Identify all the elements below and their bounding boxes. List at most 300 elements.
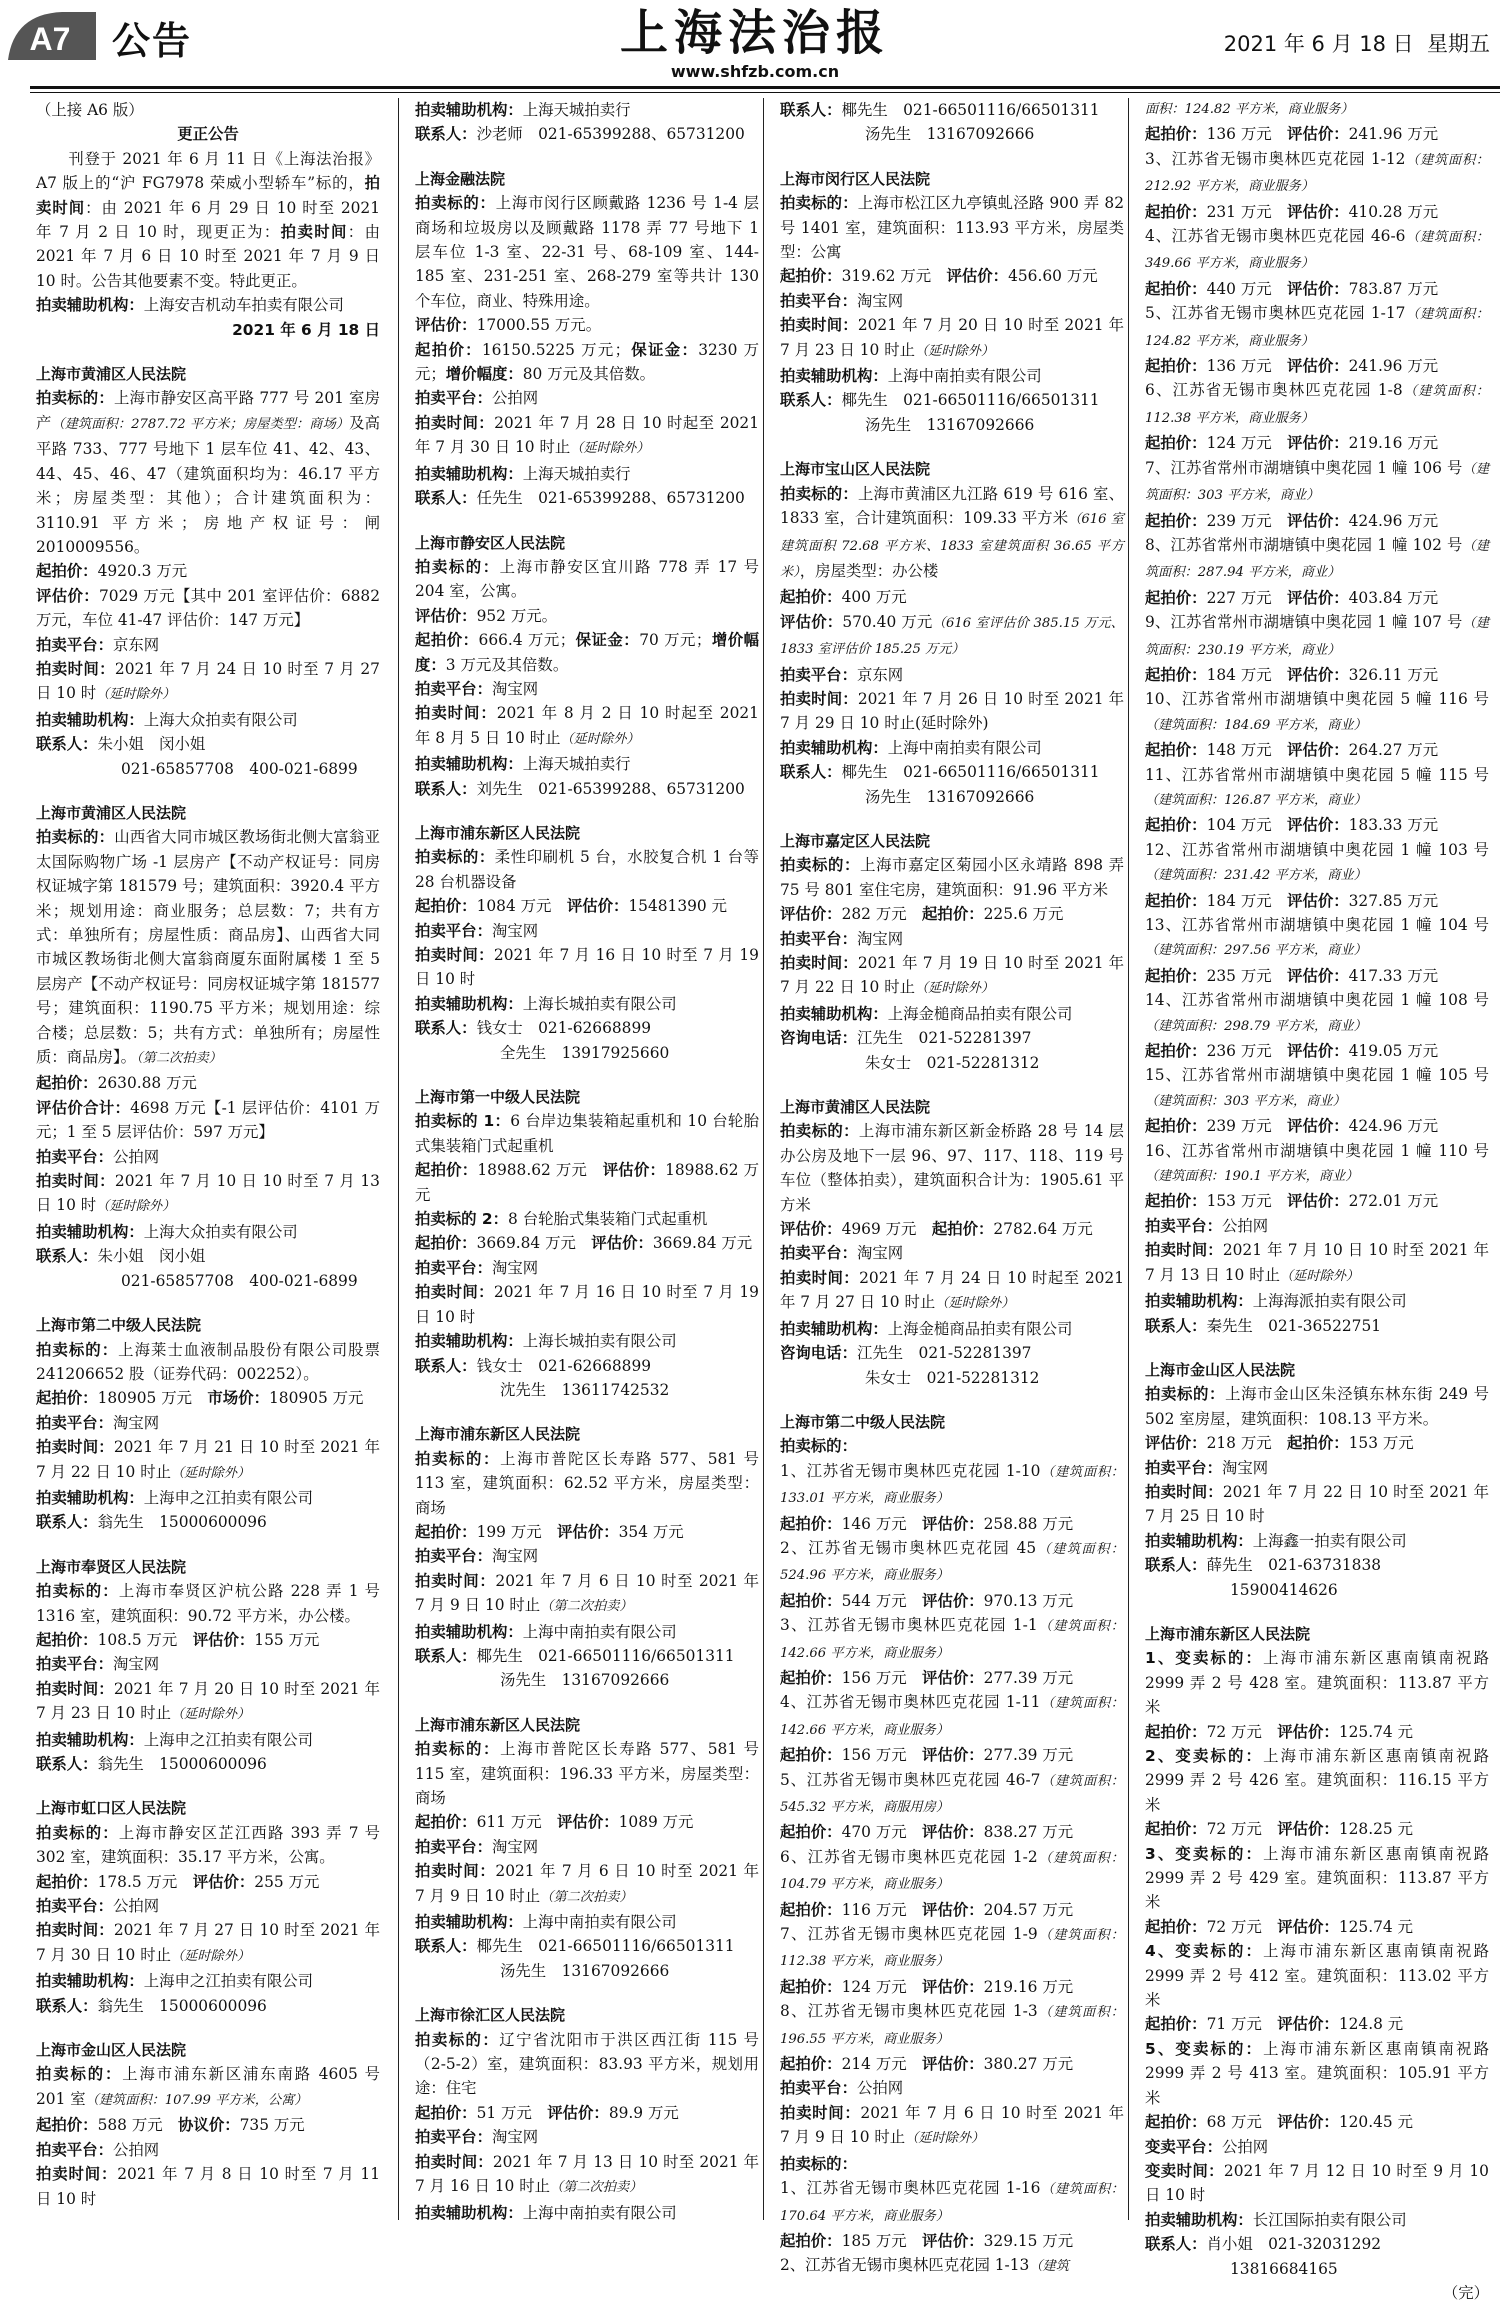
field-label: 拍卖平台：	[36, 1897, 113, 1916]
lot-item	[780, 1768, 1124, 1845]
field-value: 156 万元	[841, 1668, 907, 1687]
field-label: 拍卖标的：	[415, 848, 495, 867]
field-label: 起拍价：	[415, 631, 479, 650]
field-note: （建筑面积：142.66 平方米，商业服务）	[780, 1696, 1124, 1738]
auction-agent	[415, 1910, 759, 1934]
auction-time	[36, 1435, 380, 1486]
field-value: 上海市浦东新区惠南镇南祝路 2999 弄 2 号 426 室。建筑面积：116.15 平方米	[1145, 1747, 1489, 1814]
auction-agent	[36, 708, 380, 732]
field-value: 公拍网	[112, 1897, 160, 1916]
field-value: 公拍网	[856, 2079, 904, 2098]
field-label: 拍卖标的：	[780, 484, 858, 503]
field-label: 联系人：	[415, 1646, 477, 1665]
start-price	[1145, 964, 1489, 988]
field-label: 拍卖时间：	[780, 689, 858, 708]
contact	[780, 98, 1124, 122]
notice-block	[36, 1796, 380, 2018]
field-note: （第二次拍卖）	[549, 2180, 643, 2196]
field-label: 评估价：	[922, 1514, 984, 1533]
notice-block	[780, 98, 1124, 147]
auction-time	[415, 1280, 759, 1329]
field-label: 拍卖辅助机构：	[415, 755, 523, 774]
contact-2	[1145, 2257, 1489, 2281]
auction-agent	[780, 1317, 1124, 1341]
field-label: 评估价：	[1287, 588, 1349, 607]
field-label: 拍卖平台：	[36, 2140, 113, 2159]
field-label: 起拍价：	[931, 1220, 994, 1239]
field-label: 拍卖平台：	[36, 1147, 113, 1166]
field-label: 评估价：	[602, 1161, 666, 1180]
notice-block	[1145, 1358, 1489, 1602]
field-value: 3、江苏省无锡市奥林匹克花园 1-1	[780, 1616, 1038, 1635]
field-value: 上海市奉贤区沪杭公路 228 弄 1 号 1316 室，建筑面积：90.72 平方米，办公楼。	[36, 1582, 380, 1625]
field-label: 评估价：	[1287, 816, 1349, 835]
sale-lot-list	[1145, 1646, 1489, 2134]
contact-2	[415, 1041, 759, 1065]
field-value: 116 万元	[841, 1900, 907, 1919]
auction-platform	[780, 2076, 1124, 2100]
lot-name	[1145, 1063, 1489, 1114]
lot-item	[780, 1999, 1124, 2076]
contact-2	[780, 413, 1124, 437]
field-value: 5、江苏省无锡市奥林匹克花园 1-17	[1145, 304, 1406, 323]
eval-price	[780, 1217, 1124, 1241]
contact	[36, 1994, 380, 2018]
auction-platform	[1145, 1214, 1489, 1238]
field-label: 拍卖平台：	[780, 929, 857, 948]
field-value: 219.16 万元	[1348, 434, 1439, 453]
field-label: 拍卖时间：	[415, 1862, 496, 1881]
field-label: 评估价：	[922, 1823, 984, 1842]
field-label: 拍卖平台：	[415, 1547, 492, 1566]
field-label: 拍卖时间：	[780, 2103, 861, 2122]
field-value: 8、江苏省常州市湖塘镇中奥花园 1 幢 102 号	[1145, 535, 1463, 554]
lot-list	[780, 2176, 1124, 2253]
field-note: （建筑面积：303 平方米，商业）	[1145, 461, 1490, 504]
field-value: 71 万元	[1206, 2015, 1262, 2034]
field-value: 上海市浦东新区新金桥路 28 号 14 层办公房及地下一层 96、97、117、118、119 号车位（整体拍卖），建筑面积合计为：1905.61 平方米	[780, 1122, 1124, 1214]
auction-platform	[415, 919, 759, 943]
field-value: 136 万元	[1206, 357, 1272, 376]
start-price	[780, 1975, 1124, 1999]
field-label: 拍卖辅助机构：	[1145, 2210, 1253, 2229]
field-label: 评估价：	[1287, 891, 1349, 910]
field-label: 拍卖标的：	[415, 557, 500, 576]
field-label: 拍卖时间	[36, 174, 380, 217]
court-name: 上海市奉贤区人民法院	[36, 1557, 187, 1576]
field-note: （建筑面积：126.87 平方米，商业）	[1145, 792, 1367, 808]
field-value: 456.60 万元	[1008, 267, 1098, 286]
field-value: 108.5 万元	[97, 1630, 193, 1649]
field-value: ：由 2021 年 7 月 6 日 10 时至 2021 年 7 月 9 日 10 时。公告其他要素不变。特此更正。	[36, 223, 380, 290]
auction-platform	[780, 663, 1124, 687]
field-value: 5、江苏省无锡市奥林匹克花园 46-7	[780, 1770, 1041, 1789]
auction-agent	[36, 1220, 380, 1244]
field-note: （建筑面积：112.38 平方米，商业服务）	[1145, 384, 1489, 426]
field-label: 联系人：	[415, 489, 477, 508]
correction-date: 2021 年 6 月 18 日	[232, 320, 380, 339]
notice-block	[415, 1713, 759, 1983]
lot-item	[1145, 763, 1489, 838]
sale-item	[1145, 1646, 1489, 1719]
field-label: 拍卖标的：	[780, 1437, 857, 1456]
field-value: 4、江苏省无锡市奥林匹克花园 46-6	[1145, 227, 1406, 246]
issue-weekday: 星期五	[1427, 32, 1490, 56]
field-label: 拍卖时间：	[36, 1438, 114, 1457]
field-value: 上海安吉机动车拍卖有限公司	[143, 296, 344, 315]
field-label: 拍卖标的：	[36, 1340, 119, 1359]
field-label: 评估价：	[1287, 1192, 1349, 1211]
sale-lot-item	[1145, 1842, 1489, 1940]
field-value: 236 万元	[1206, 1042, 1272, 1061]
auction-item	[415, 191, 759, 313]
auction-agent	[1145, 2208, 1489, 2232]
contact	[36, 732, 380, 756]
field-label: 增价幅度：	[445, 365, 523, 384]
field-label: 拍卖标的：	[780, 194, 858, 213]
field-value: 544 万元	[841, 1591, 907, 1610]
field-value: 14、江苏省常州市湖塘镇中奥花园 1 幢 108 号	[1145, 991, 1489, 1010]
auction-item	[415, 1207, 759, 1231]
field-value: 朱女士 021-52281312	[865, 1053, 1040, 1072]
field-value: 2021 年 7 月 21 日 10 时至 2021 年 7 月 22 日 10 时止	[36, 1438, 380, 1481]
field-label: 评估价：	[1287, 511, 1349, 530]
field-value: 上海申之江拍卖有限公司	[143, 1730, 314, 1749]
lot-name	[1145, 610, 1489, 663]
field-note: （延时除外）	[170, 1707, 251, 1723]
field-label: 起拍价：	[36, 1389, 98, 1408]
field-value: 长江国际拍卖有限公司	[1252, 2210, 1407, 2229]
auction-item	[1145, 1382, 1489, 1431]
field-label: 变卖时间：	[1145, 2161, 1224, 2180]
field-note: （建筑面积：231.42 平方米，商业）	[1145, 868, 1367, 884]
auction-agent	[780, 736, 1124, 760]
field-value: 419.05 万元	[1348, 1042, 1439, 1061]
field-label: 联系人：	[780, 391, 842, 410]
field-note: （建筑面积：212.92 平方米，商业服务）	[1145, 152, 1489, 195]
field-value: 15、江苏省常州市湖塘镇中奥花园 1 幢 105 号	[1145, 1066, 1489, 1085]
field-value: 肖小姐 021-32031292	[1206, 2235, 1382, 2254]
auction-item	[780, 191, 1124, 264]
field-label: 评估价：	[1277, 2015, 1339, 2034]
field-value: 上海海派拍卖有限公司	[1252, 1292, 1407, 1311]
field-label: 拍卖时间：	[36, 1679, 114, 1698]
contact	[415, 777, 759, 801]
field-label: 评估价：	[780, 1220, 842, 1239]
auction-time	[415, 2150, 759, 2201]
start-price	[36, 1628, 380, 1652]
field-value: 021-65857708 400-021-6899	[121, 759, 358, 778]
contact	[36, 1244, 380, 1268]
field-note: （建筑面积：545.32 平方米，商服用房）	[780, 1773, 1124, 1815]
field-label: 联系人：	[415, 1019, 477, 1038]
field-label: 评估价：	[922, 1746, 984, 1765]
field-note: （建筑面积：190.1 平方米，商业）	[1145, 1169, 1359, 1185]
field-value: 124.8 元	[1338, 2015, 1404, 2034]
field-label: 拍卖时间：	[780, 316, 858, 335]
field-value: 18988.62 万元	[477, 1161, 603, 1180]
lot-name	[780, 2253, 1124, 2279]
field-note: （建筑面积：298.79 平方米，商业）	[1145, 1018, 1367, 1034]
field-label: 市场价：	[207, 1389, 269, 1408]
field-label: 起拍价：	[415, 1813, 477, 1832]
contact	[780, 1341, 1124, 1365]
field-value: 江先生 021-52281397	[856, 1344, 1032, 1363]
field-value: 128.25 元	[1338, 1820, 1413, 1839]
contact-2	[1145, 1578, 1489, 1602]
field-value: 2021 年 7 月 19 日 10 时至 2021 年 7 月 22 日 10 时止	[780, 954, 1124, 997]
field-label: 拍卖平台：	[415, 389, 492, 408]
field-label: 增价幅度：	[415, 631, 759, 674]
field-label: 拍卖辅助机构：	[415, 1913, 523, 1932]
field-note: （建筑面积：230.19 平方米，商业）	[1145, 616, 1490, 658]
field-value: 2021 年 7 月 8 日 10 时至 7 月 11 日 10 时	[36, 2165, 380, 2208]
field-label: 联系人：	[1145, 1556, 1207, 1575]
field-label: 变卖平台：	[1145, 2137, 1222, 2156]
field-label: 拍卖平台：	[780, 2079, 857, 2098]
auction-platform	[36, 1894, 380, 1918]
start-price	[780, 1666, 1124, 1690]
contact	[1145, 2232, 1489, 2256]
start-price	[780, 1589, 1124, 1613]
auction-platform	[36, 1145, 380, 1169]
field-label: 拍卖标的：	[415, 1449, 501, 1468]
field-label: 拍卖标的：	[1145, 1385, 1226, 1404]
start-price	[1145, 509, 1489, 533]
sale-time	[1145, 2159, 1489, 2208]
sale-item	[1145, 2037, 1489, 2110]
auction-time	[1145, 1480, 1489, 1529]
auction-item	[415, 1737, 759, 1810]
contact	[780, 388, 1124, 412]
field-note: （延时除外）	[170, 1948, 251, 1964]
field-label: 拍卖时间：	[415, 946, 494, 964]
field-value: 朱小姐 闵小姐	[97, 735, 206, 754]
field-value: 329.15 万元	[983, 2231, 1074, 2250]
court-name: 上海市浦东新区人民法院	[415, 1715, 581, 1734]
field-value: 3 万元及其倍数。	[445, 655, 569, 674]
lot-item	[1145, 1063, 1489, 1138]
field-value: 刊登于 2021 年 6 月 11 日《上海法治报》A7 版上的“沪 FG7978 荣威小型轿车”标的，	[36, 149, 380, 193]
field-label: 3、变卖标的：	[1145, 1844, 1264, 1863]
field-value: 秦先生 021-36522751	[1206, 1316, 1382, 1335]
field-label: 评估价：	[1287, 279, 1349, 298]
field-value: 241.96 万元	[1348, 125, 1439, 144]
lot-name	[780, 1690, 1124, 1743]
court-name: 上海市黄浦区人民法院	[780, 1098, 931, 1117]
start-price	[36, 1071, 380, 1095]
auction-agent	[415, 992, 759, 1016]
lot-name	[780, 2176, 1124, 2229]
lot-name	[1145, 378, 1489, 431]
field-value: 18988.62 万元	[415, 1161, 759, 1204]
field-label: 拍卖辅助机构：	[415, 464, 523, 483]
lot-item	[1145, 838, 1489, 913]
field-value: 10、江苏省常州市湖塘镇中奥花园 5 幢 116 号	[1145, 690, 1489, 709]
start-price	[1145, 813, 1489, 837]
field-label: 起拍价：	[415, 1522, 477, 1541]
auction-item-label	[780, 1434, 1124, 1458]
field-label: 拍卖辅助机构：	[415, 1332, 523, 1351]
field-note: （建筑面积：349.66 平方米，商业服务）	[1145, 230, 1489, 272]
field-label: 起拍价：	[1145, 1820, 1207, 1839]
field-value: 上海长城拍卖有限公司	[522, 1332, 677, 1351]
auction-item	[36, 1821, 380, 1870]
field-label: 拍卖时间：	[415, 1571, 496, 1590]
field-value: 354 万元	[618, 1522, 684, 1541]
auction-item	[415, 845, 759, 894]
field-value: 沈先生 13611742532	[500, 1380, 670, 1399]
start-price	[1145, 586, 1489, 610]
field-label: 拍卖标的 2：	[415, 1210, 509, 1229]
field-value: 上海市黄浦区九江路 619 号 616 室、1833 室，合计建筑面积：109.33 平方米	[780, 484, 1124, 528]
lot-item	[1145, 378, 1489, 455]
field-value: 淘宝网	[1221, 1458, 1269, 1477]
auction-agent	[36, 1486, 380, 1510]
field-value: 辽宁省沈阳市于洪区西江街 115 号（2-5-2）室，建筑面积：83.93 平方米，规划用途：住宅	[415, 2030, 759, 2098]
field-value: 钱女士 021-62668899	[476, 1356, 652, 1375]
field-label: 起拍价：	[1145, 279, 1207, 298]
field-note: （建筑面积：124.82 平方米，商业服务）	[1145, 307, 1489, 349]
field-label: 起拍价：	[780, 588, 842, 607]
field-label: 起拍价：	[1145, 2113, 1207, 2132]
field-value: 2021 年 7 月 6 日 10 时至 2021 年 7 月 9 日 10 时止	[780, 2103, 1124, 2147]
field-value: 570.40 万元	[842, 612, 933, 631]
field-label: 拍卖时间：	[1145, 1241, 1223, 1260]
auction-platform	[1145, 1456, 1489, 1480]
issue-date	[1224, 28, 1490, 58]
column-2	[398, 98, 759, 2220]
start-price	[1145, 663, 1489, 687]
notice-block	[36, 801, 380, 1293]
field-label: 起拍价：	[780, 1591, 842, 1610]
field-value: 255 万元	[254, 1872, 320, 1891]
contact-2	[780, 1051, 1124, 1075]
auction-agent	[415, 752, 759, 776]
field-value: 241.96 万元	[1348, 357, 1439, 376]
field-value: 15481390 元	[628, 897, 728, 916]
start-price	[36, 1870, 380, 1894]
field-value: 124 万元	[841, 1977, 907, 1996]
field-value: 3、江苏省无锡市奥林匹克花园 1-12	[1145, 149, 1406, 168]
field-value: 上海申之江拍卖有限公司	[143, 1972, 314, 1991]
field-value: 16150.5225 万元；	[481, 340, 630, 359]
court-name: 上海市黄浦区人民法院	[36, 803, 187, 822]
field-label: 拍卖标的：	[415, 1740, 501, 1759]
start-price	[415, 1520, 759, 1544]
field-label: 评估价：	[1287, 1042, 1349, 1061]
notice-block	[1145, 1622, 1489, 2305]
field-note: （延时除外）	[560, 731, 640, 747]
field-value: 上海市静安区宜川路 778 弄 17 号 204 室，公寓。	[415, 557, 759, 601]
court-name: 上海市浦东新区人民法院	[415, 823, 581, 842]
field-value: 椰先生 021-66501116/66501311	[841, 763, 1100, 782]
field-value: 185 万元	[841, 2231, 907, 2250]
field-value: 2021 年 7 月 6 日 10 时至 2021 年 7 月 9 日 10 时止	[415, 1862, 759, 1905]
field-value: 2021 年 7 月 24 日 10 时至 7 月 27 日 10 时	[36, 659, 380, 703]
field-label: 评估价：	[1287, 665, 1349, 684]
field-value: 公拍网	[1221, 2137, 1269, 2156]
field-value: 汤先生 13167092666	[500, 1961, 670, 1980]
lot-item	[1145, 456, 1489, 533]
lot-name	[780, 1536, 1124, 1589]
start-price	[780, 585, 1124, 609]
field-value: 380.27 万元	[983, 2055, 1074, 2074]
field-value: 424.96 万元	[1348, 511, 1439, 530]
start-price	[415, 338, 759, 387]
auction-item-label	[780, 2152, 1124, 2176]
field-value: 68 万元	[1206, 2113, 1262, 2132]
field-value: (延时除外)	[914, 714, 989, 733]
field-value: 80 万元及其倍数。	[522, 365, 655, 384]
field-value: 180905 万元	[97, 1389, 208, 1408]
lot-list	[1145, 147, 1489, 1214]
lot-item	[1145, 301, 1489, 378]
field-value: 2021 年 7 月 27 日 10 时至 2021 年 7 月 30 日 10 时止	[36, 1921, 380, 1964]
end-mark: （完）	[1442, 2283, 1489, 2302]
field-note: （建筑面积：170.64 平方米，商业服务）	[780, 2182, 1124, 2224]
field-label: 拍卖辅助机构：	[36, 710, 144, 729]
field-label: 评估价：	[922, 1900, 984, 1919]
field-label: 联系人：	[1145, 1316, 1207, 1335]
field-label: 拍卖辅助机构：	[415, 1622, 523, 1641]
field-value: 2021 年 8 月 2 日 10 时起至 2021 年 8 月 5 日 10 时止	[415, 704, 759, 747]
auction-time	[415, 943, 759, 992]
field-value: 公拍网	[112, 2140, 160, 2159]
lot-name	[1145, 224, 1489, 277]
notice-block	[415, 531, 759, 801]
field-value: 417.33 万元	[1348, 966, 1439, 985]
field-value: ，房屋类型：办公楼	[799, 561, 939, 580]
field-note: （建筑面积：104.79 平方米，商业服务）	[780, 1850, 1124, 1893]
start-price	[1145, 277, 1489, 301]
notice-block	[780, 1095, 1124, 1390]
lot-name	[1145, 533, 1489, 586]
eval-price	[415, 604, 759, 628]
notice-block	[780, 457, 1124, 809]
contact	[780, 760, 1124, 784]
field-value: 277.39 万元	[983, 1746, 1074, 1765]
correction-title: 更正公告	[177, 125, 239, 144]
sale-item	[1145, 1842, 1489, 1915]
field-value: 178.5 万元	[97, 1872, 193, 1891]
field-value: 4698 万元【-1 层评估价：4101 万元；1 至 5 层评估价：597 万元】	[36, 1098, 380, 1142]
field-value: 上海天城拍卖行	[522, 755, 631, 774]
field-label: 拍卖时间：	[36, 2165, 118, 2184]
field-value: 70 万元；	[639, 631, 712, 650]
lot-name	[780, 1613, 1124, 1666]
field-value: 6、江苏省无锡市奥林匹克花园 1-8	[1145, 381, 1403, 400]
field-value: 2、江苏省无锡市奥林匹克花园 45	[780, 1538, 1037, 1557]
contact	[36, 1752, 380, 1776]
field-label: 联系人：	[36, 1996, 98, 2015]
column-1	[36, 98, 380, 2220]
field-value: 上海市闵行区顾戴路 1236 号 1-4 层商场和垃圾房以及顾戴路 1178 弄 77 号地下 1 层车位 1-3 室、22-31 号、68-109 室、144-185 室、231-251 室、268-279 室等共计 130 个车位，商业、特殊用途。	[415, 194, 759, 310]
auction-platform	[415, 1544, 759, 1568]
field-note: （延时除外）	[914, 343, 995, 359]
field-label: 拍卖平台：	[415, 1837, 492, 1856]
start-price	[1145, 354, 1489, 378]
auction-item	[780, 482, 1124, 586]
field-value: 72 万元	[1206, 1917, 1262, 1936]
field-value: 1084 万元	[476, 897, 567, 916]
field-label: 拍卖平台：	[1145, 1458, 1222, 1477]
auction-agent	[415, 1620, 759, 1644]
field-value: 72 万元	[1206, 1820, 1262, 1839]
field-value: 8 台轮胎式集装箱门式起重机	[508, 1210, 708, 1229]
field-value: 13816684165	[1230, 2259, 1338, 2278]
field-value: 9、江苏省常州市湖塘镇中奥花园 1 幢 107 号	[1145, 613, 1463, 632]
